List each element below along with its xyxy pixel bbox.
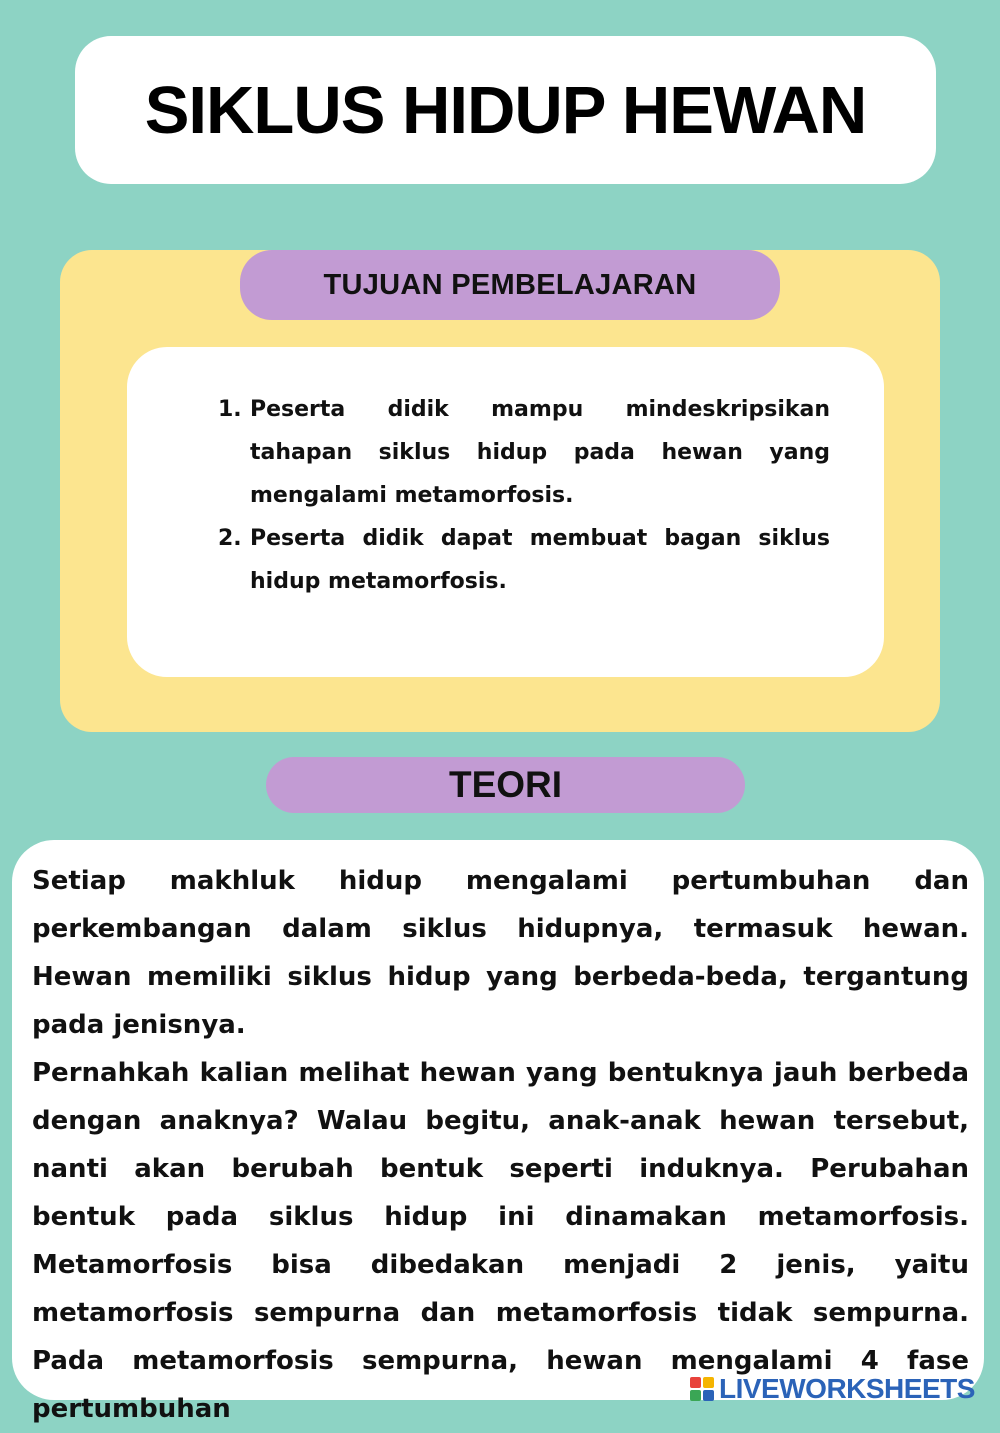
- logo-square: [690, 1377, 701, 1388]
- goal-number: 1.: [218, 397, 242, 422]
- theory-paragraph: Pernahkah kalian melihat hewan yang bentuknya jauh berbeda dengan anaknya? Walau begitu, anak-anak hewan tersebut, nanti akan berubah bentuk seperti induknya. Perubahan bentuk pada siklus hidup ini dinamakan metamorfosis. Metamorfosis bisa dibedakan menjadi 2 jenis, yaitu metamorfosis sempurna dan metamorfosis tidak sempurna. Pada metamorfosis sempurna, hewan mengalami 4 fase pertumbuhan: [32, 1058, 969, 1424]
- goal-number: 2.: [218, 526, 242, 551]
- logo-square: [703, 1390, 714, 1401]
- goal-text: Peserta didik dapat membuat bagan siklus hidup metamorfosis.: [250, 526, 830, 594]
- liveworksheets-watermark: [690, 1372, 975, 1406]
- title-card: [75, 36, 936, 184]
- watermark-text: LIVEWORKSHEETS: [719, 1373, 975, 1404]
- goal-item: [218, 388, 830, 517]
- goal-item: [218, 517, 830, 603]
- theory-heading: TEORI: [266, 757, 745, 813]
- goal-text: Peserta didik mampu mindeskripsikan tahapan siklus hidup pada hewan yang mengalami metamorfosis.: [250, 397, 830, 508]
- page-title: SIKLUS HIDUP HEWAN: [144, 72, 867, 148]
- goals-list: [218, 388, 830, 603]
- theory-text: [32, 857, 969, 1433]
- logo-square: [690, 1390, 701, 1401]
- goals-heading: TUJUAN PEMBELAJARAN: [240, 250, 780, 320]
- theory-paragraph: Setiap makhluk hidup mengalami pertumbuhan dan perkembangan dalam siklus hidupnya, termasuk hewan. Hewan memiliki siklus hidup yang berbeda-beda, tergantung pada jenisnya.: [32, 866, 969, 1040]
- logo-square: [703, 1377, 714, 1388]
- liveworksheets-logo-icon: [690, 1377, 714, 1401]
